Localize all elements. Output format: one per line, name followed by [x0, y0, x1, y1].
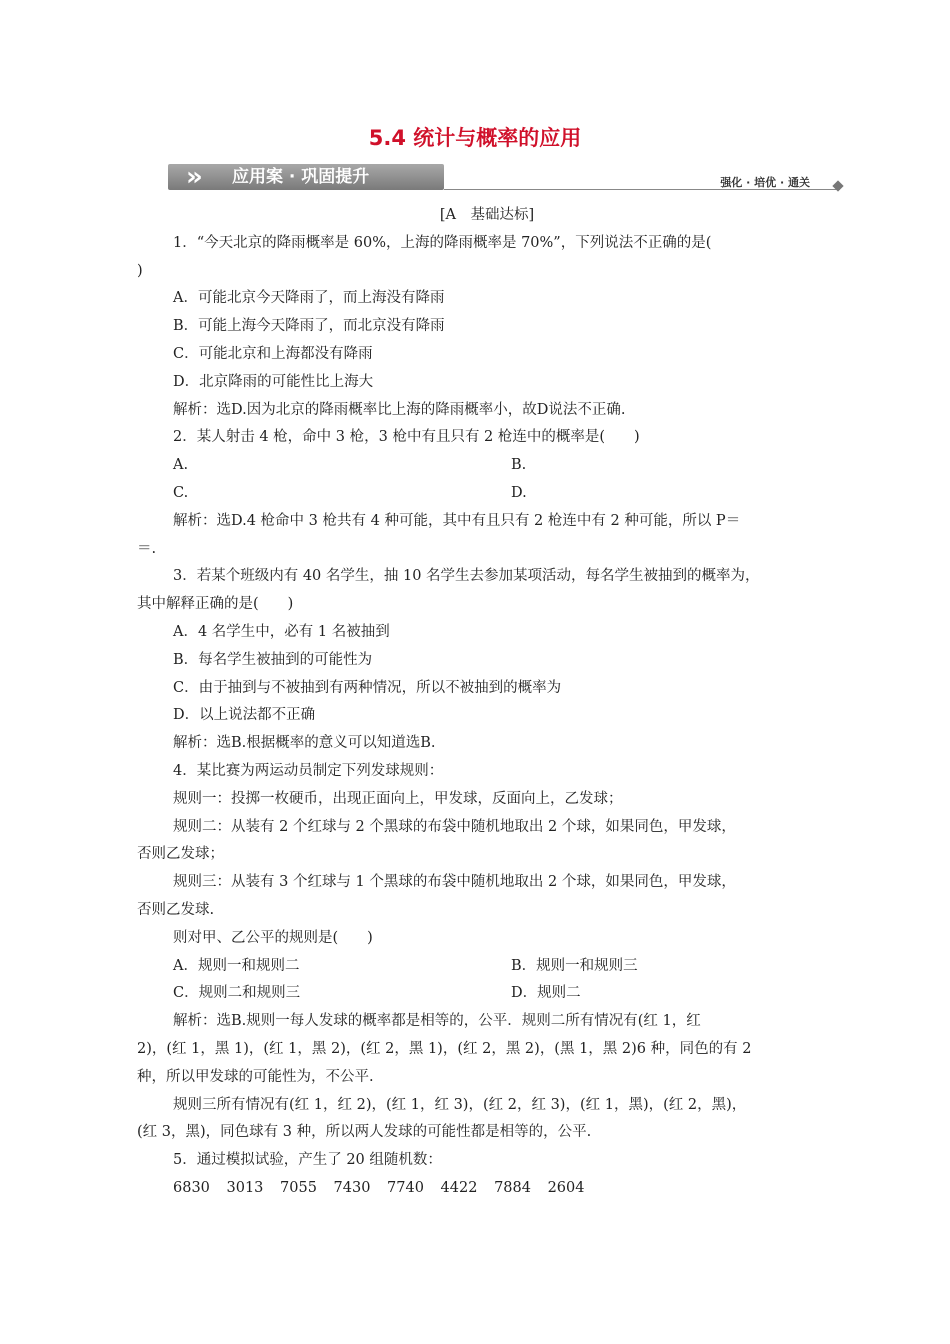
document-body — [137, 202, 837, 1203]
q2-option-d: D. — [511, 484, 527, 501]
q1-answer: 解析：选D.因为北京的降雨概率比上海的降雨概率小，故D说法不正确. — [173, 401, 626, 418]
q3-option-b: B．每名学生被抽到的可能性为 — [173, 651, 373, 668]
q4-answer-rule3-cont: (红 3，黑)，同色球有 3 种，所以两人发球的可能性都是相等的，公平. — [137, 1124, 592, 1141]
q4-ask: 则对甲、乙公平的规则是( ) — [173, 929, 373, 946]
q1-option-a: A．可能北京今天降雨了，而上海没有降雨 — [173, 290, 445, 307]
q1-option-b: B．可能上海今天降雨了，而北京没有降雨 — [173, 318, 445, 335]
q1-stem-cont: ) — [137, 262, 143, 279]
q3-stem: 3．若某个班级内有 40 名学生，抽 10 名学生去参加某项活动，每名学生被抽到的概率为， — [173, 568, 760, 585]
q2-stem: 2．某人射击 4 枪，命中 3 枪，3 枪中有且只有 2 枪连中的概率是( ) — [173, 429, 640, 446]
page-title: 5.4 统计与概率的应用 — [368, 126, 582, 150]
q4-rule3: 规则三：从装有 3 个红球与 1 个黑球的布袋中随机地取出 2 个球，如果同色，甲发球， — [173, 874, 736, 891]
banner-label: 应用案 · 巩固提升 — [232, 167, 370, 187]
q4-rule3-cont: 否则乙发球. — [137, 901, 215, 918]
q4-stem: 4．某比赛为两运动员制定下列发球规则： — [173, 762, 444, 779]
q1-option-c: C．可能北京和上海都没有降雨 — [173, 345, 373, 362]
q2-option-a: A. — [173, 457, 189, 474]
q1-option-d: D．北京降雨的可能性比上海大 — [173, 373, 374, 390]
q3-answer: 解析：选B.根据概率的意义可以知道选B. — [173, 735, 436, 752]
q2-options-row1 — [137, 452, 837, 480]
q2-answer-cont: ＝. — [137, 540, 157, 557]
q2-answer: 解析：选D.4 枪命中 3 枪共有 4 种可能，其中有且只有 2 枪连中有 2 种可能，所以 P＝ — [173, 512, 741, 529]
q5-random-numbers: 6830 3013 7055 7430 7740 4422 7884 2604 — [173, 1179, 585, 1196]
q3-option-c: C．由于抽到与不被抽到有两种情况，所以不被抽到的概率为 — [173, 679, 562, 696]
q4-options-row1 — [137, 953, 837, 981]
q4-option-d: D．规则二 — [511, 985, 581, 1002]
q1-stem: 1．“今天北京的降雨概率是 60%，上海的降雨概率是 70%”，下列说法不正确的是( — [173, 234, 712, 251]
q4-options-row2 — [137, 980, 837, 1008]
banner-tag: 强化 · 培优 · 通关 — [720, 176, 810, 189]
q4-rule1: 规则一：投掷一枚硬币，出现正面向上，甲发球，反面向上，乙发球； — [173, 790, 623, 807]
q2-options-row2 — [137, 480, 837, 508]
q4-answer: 解析：选B.规则一每人发球的概率都是相等的，公平．规则二所有情况有(红 1，红 — [173, 1013, 701, 1030]
q4-rule2: 规则二：从装有 2 个红球与 2 个黑球的布袋中随机地取出 2 个球，如果同色，甲发球， — [173, 818, 736, 835]
chevron-right-icon: » — [186, 162, 203, 192]
q4-answer-rule3: 规则三所有情况有(红 1，红 2)，(红 1，红 3)，(红 2，红 3)，(红 1，黑)，(红 2，黑)， — [173, 1096, 747, 1113]
q4-option-c: C．规则二和规则三 — [173, 985, 301, 1002]
q4-answer-cont2: 种，所以甲发球的可能性为，不公平. — [137, 1068, 374, 1085]
q4-rule2-cont: 否则乙发球； — [137, 846, 224, 863]
q4-option-b: B．规则一和规则三 — [511, 957, 638, 974]
q3-stem-cont: 其中解释正确的是( ) — [137, 596, 294, 613]
q3-option-a: A．4 名学生中，必有 1 名被抽到 — [173, 623, 390, 640]
q3-option-d: D．以上说法都不正确 — [173, 707, 316, 724]
q2-option-c: C. — [173, 484, 189, 501]
section-heading: [A 基础达标] — [439, 207, 535, 223]
q2-option-b: B. — [511, 457, 527, 474]
q4-answer-cont1: 2)，(红 1，黑 1)，(红 1，黑 2)，(红 2，黑 1)，(红 2，黑 2)，(黑 1，黑 2)6 种，同色的有 2 — [137, 1040, 752, 1057]
q4-option-a: A．规则一和规则二 — [173, 957, 300, 974]
section-banner — [168, 158, 840, 194]
q5-stem: 5．通过模拟试验，产生了 20 组随机数： — [173, 1152, 442, 1169]
